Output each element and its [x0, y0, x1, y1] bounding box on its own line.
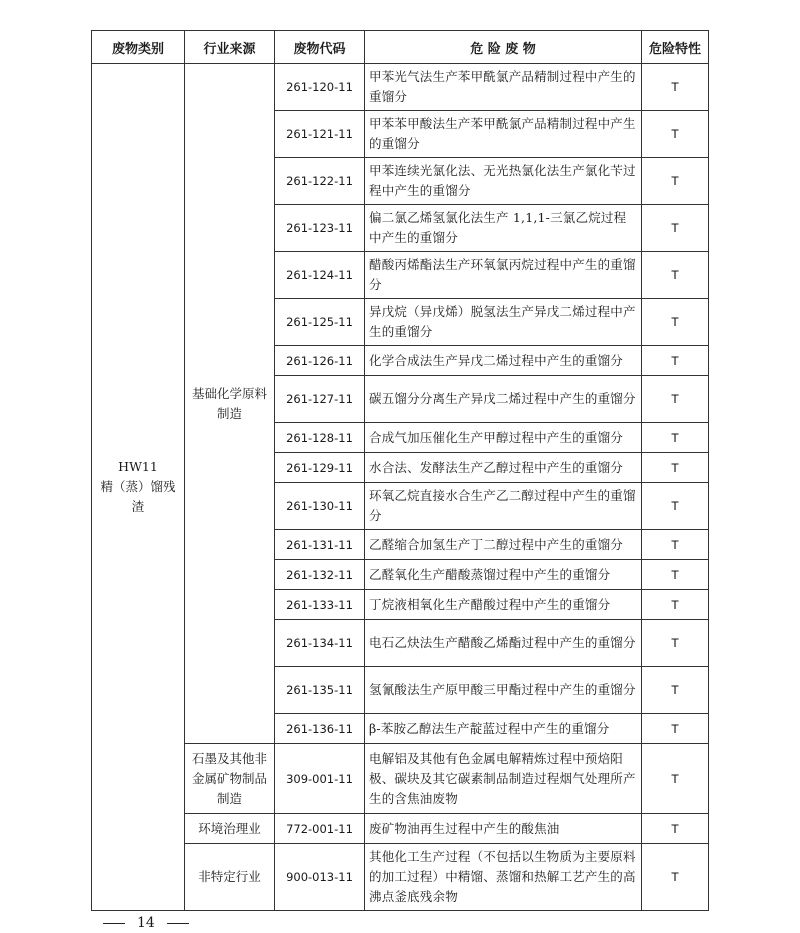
waste-description: 电解铝及其他有色金属电解精炼过程中预焙阳极、碳块及其它碳素制品制造过程烟气处理所产生的含焦油废物 — [365, 744, 642, 814]
waste-description: 异戊烷（异戊烯）脱氢法生产异戊二烯过程中产生的重馏分 — [365, 299, 642, 346]
hazard-property: T — [642, 714, 709, 744]
hazard-property: T — [642, 744, 709, 814]
waste-code: 261-121-11 — [275, 111, 365, 158]
waste-code: 261-132-11 — [275, 560, 365, 590]
waste-description: 合成气加压催化生产甲醇过程中产生的重馏分 — [365, 423, 642, 453]
table-row — [92, 844, 709, 911]
waste-code: 772-001-11 — [275, 814, 365, 844]
waste-code: 261-133-11 — [275, 590, 365, 620]
waste-description: 化学合成法生产异戊二烯过程中产生的重馏分 — [365, 346, 642, 376]
hazard-property: T — [642, 346, 709, 376]
waste-description: β-苯胺乙醇法生产靛蓝过程中产生的重馏分 — [365, 714, 642, 744]
hazard-property: T — [642, 560, 709, 590]
waste-code: 261-127-11 — [275, 376, 365, 423]
hazard-property: T — [642, 530, 709, 560]
hazard-property: T — [642, 423, 709, 453]
waste-code: 261-124-11 — [275, 252, 365, 299]
waste-code: 261-120-11 — [275, 64, 365, 111]
waste-description: 甲苯光气法生产苯甲酰氯产品精制过程中产生的重馏分 — [365, 64, 642, 111]
category-name: 精（蒸）馏残渣 — [100, 479, 176, 514]
waste-description: 氢氰酸法生产原甲酸三甲酯过程中产生的重馏分 — [365, 667, 642, 714]
hazard-property: T — [642, 158, 709, 205]
footer-dash-right — [167, 923, 189, 924]
table-header-row — [92, 31, 709, 64]
category-code: HW11 — [118, 459, 158, 474]
waste-code: 261-130-11 — [275, 483, 365, 530]
hazard-property: T — [642, 667, 709, 714]
waste-code: 261-129-11 — [275, 453, 365, 483]
waste-code: 261-123-11 — [275, 205, 365, 252]
table-row — [92, 64, 709, 111]
hazard-property: T — [642, 814, 709, 844]
hazard-property: T — [642, 376, 709, 423]
waste-description: 乙醛氧化生产醋酸蒸馏过程中产生的重馏分 — [365, 560, 642, 590]
table-row — [92, 744, 709, 814]
page-number: 14 — [137, 915, 155, 931]
header-property: 危险特性 — [642, 31, 709, 64]
waste-description: 甲苯苯甲酸法生产苯甲酰氯产品精制过程中产生的重馏分 — [365, 111, 642, 158]
waste-code: 261-125-11 — [275, 299, 365, 346]
hazard-property: T — [642, 111, 709, 158]
header-category: 废物类别 — [92, 31, 185, 64]
waste-code: 261-131-11 — [275, 530, 365, 560]
source-basic-chemical: 基础化学原料制造 — [185, 64, 275, 744]
hazard-property: T — [642, 64, 709, 111]
waste-code: 261-135-11 — [275, 667, 365, 714]
hazard-property: T — [642, 844, 709, 911]
waste-code: 261-136-11 — [275, 714, 365, 744]
waste-description: 醋酸丙烯酯法生产环氧氯丙烷过程中产生的重馏分 — [365, 252, 642, 299]
hazard-property: T — [642, 299, 709, 346]
waste-description: 废矿物油再生过程中产生的酸焦油 — [365, 814, 642, 844]
waste-description: 其他化工生产过程（不包括以生物质为主要原料的加工过程）中精馏、蒸馏和热解工艺产生的高沸点釜底残余物 — [365, 844, 642, 911]
source-environment: 环境治理业 — [185, 814, 275, 844]
hazard-property: T — [642, 483, 709, 530]
source-graphite: 石墨及其他非金属矿物制品制造 — [185, 744, 275, 814]
waste-description: 偏二氯乙烯氢氯化法生产 1,1,1-三氯乙烷过程中产生的重馏分 — [365, 205, 642, 252]
hazardous-waste-table — [91, 30, 709, 911]
waste-code: 309-001-11 — [275, 744, 365, 814]
waste-description: 水合法、发酵法生产乙醇过程中产生的重馏分 — [365, 453, 642, 483]
category-cell — [92, 64, 185, 911]
page-footer — [91, 915, 201, 931]
header-source: 行业来源 — [185, 31, 275, 64]
waste-code: 261-128-11 — [275, 423, 365, 453]
footer-dash-left — [103, 923, 125, 924]
source-nonspecific: 非特定行业 — [185, 844, 275, 911]
waste-description: 丁烷液相氧化生产醋酸过程中产生的重馏分 — [365, 590, 642, 620]
header-code: 废物代码 — [275, 31, 365, 64]
table-row — [92, 814, 709, 844]
header-waste: 危 险 废 物 — [365, 31, 642, 64]
hazard-property: T — [642, 620, 709, 667]
hazard-property: T — [642, 590, 709, 620]
waste-description: 电石乙炔法生产醋酸乙烯酯过程中产生的重馏分 — [365, 620, 642, 667]
waste-description: 环氧乙烷直接水合生产乙二醇过程中产生的重馏分 — [365, 483, 642, 530]
waste-description: 碳五馏分分离生产异戊二烯过程中产生的重馏分 — [365, 376, 642, 423]
waste-code: 261-126-11 — [275, 346, 365, 376]
waste-code: 261-122-11 — [275, 158, 365, 205]
hazard-property: T — [642, 453, 709, 483]
waste-description: 乙醛缩合加氢生产丁二醇过程中产生的重馏分 — [365, 530, 642, 560]
waste-code: 261-134-11 — [275, 620, 365, 667]
hazard-property: T — [642, 252, 709, 299]
waste-description: 甲苯连续光氯化法、无光热氯化法生产氯化苄过程中产生的重馏分 — [365, 158, 642, 205]
hazard-property: T — [642, 205, 709, 252]
waste-code: 900-013-11 — [275, 844, 365, 911]
